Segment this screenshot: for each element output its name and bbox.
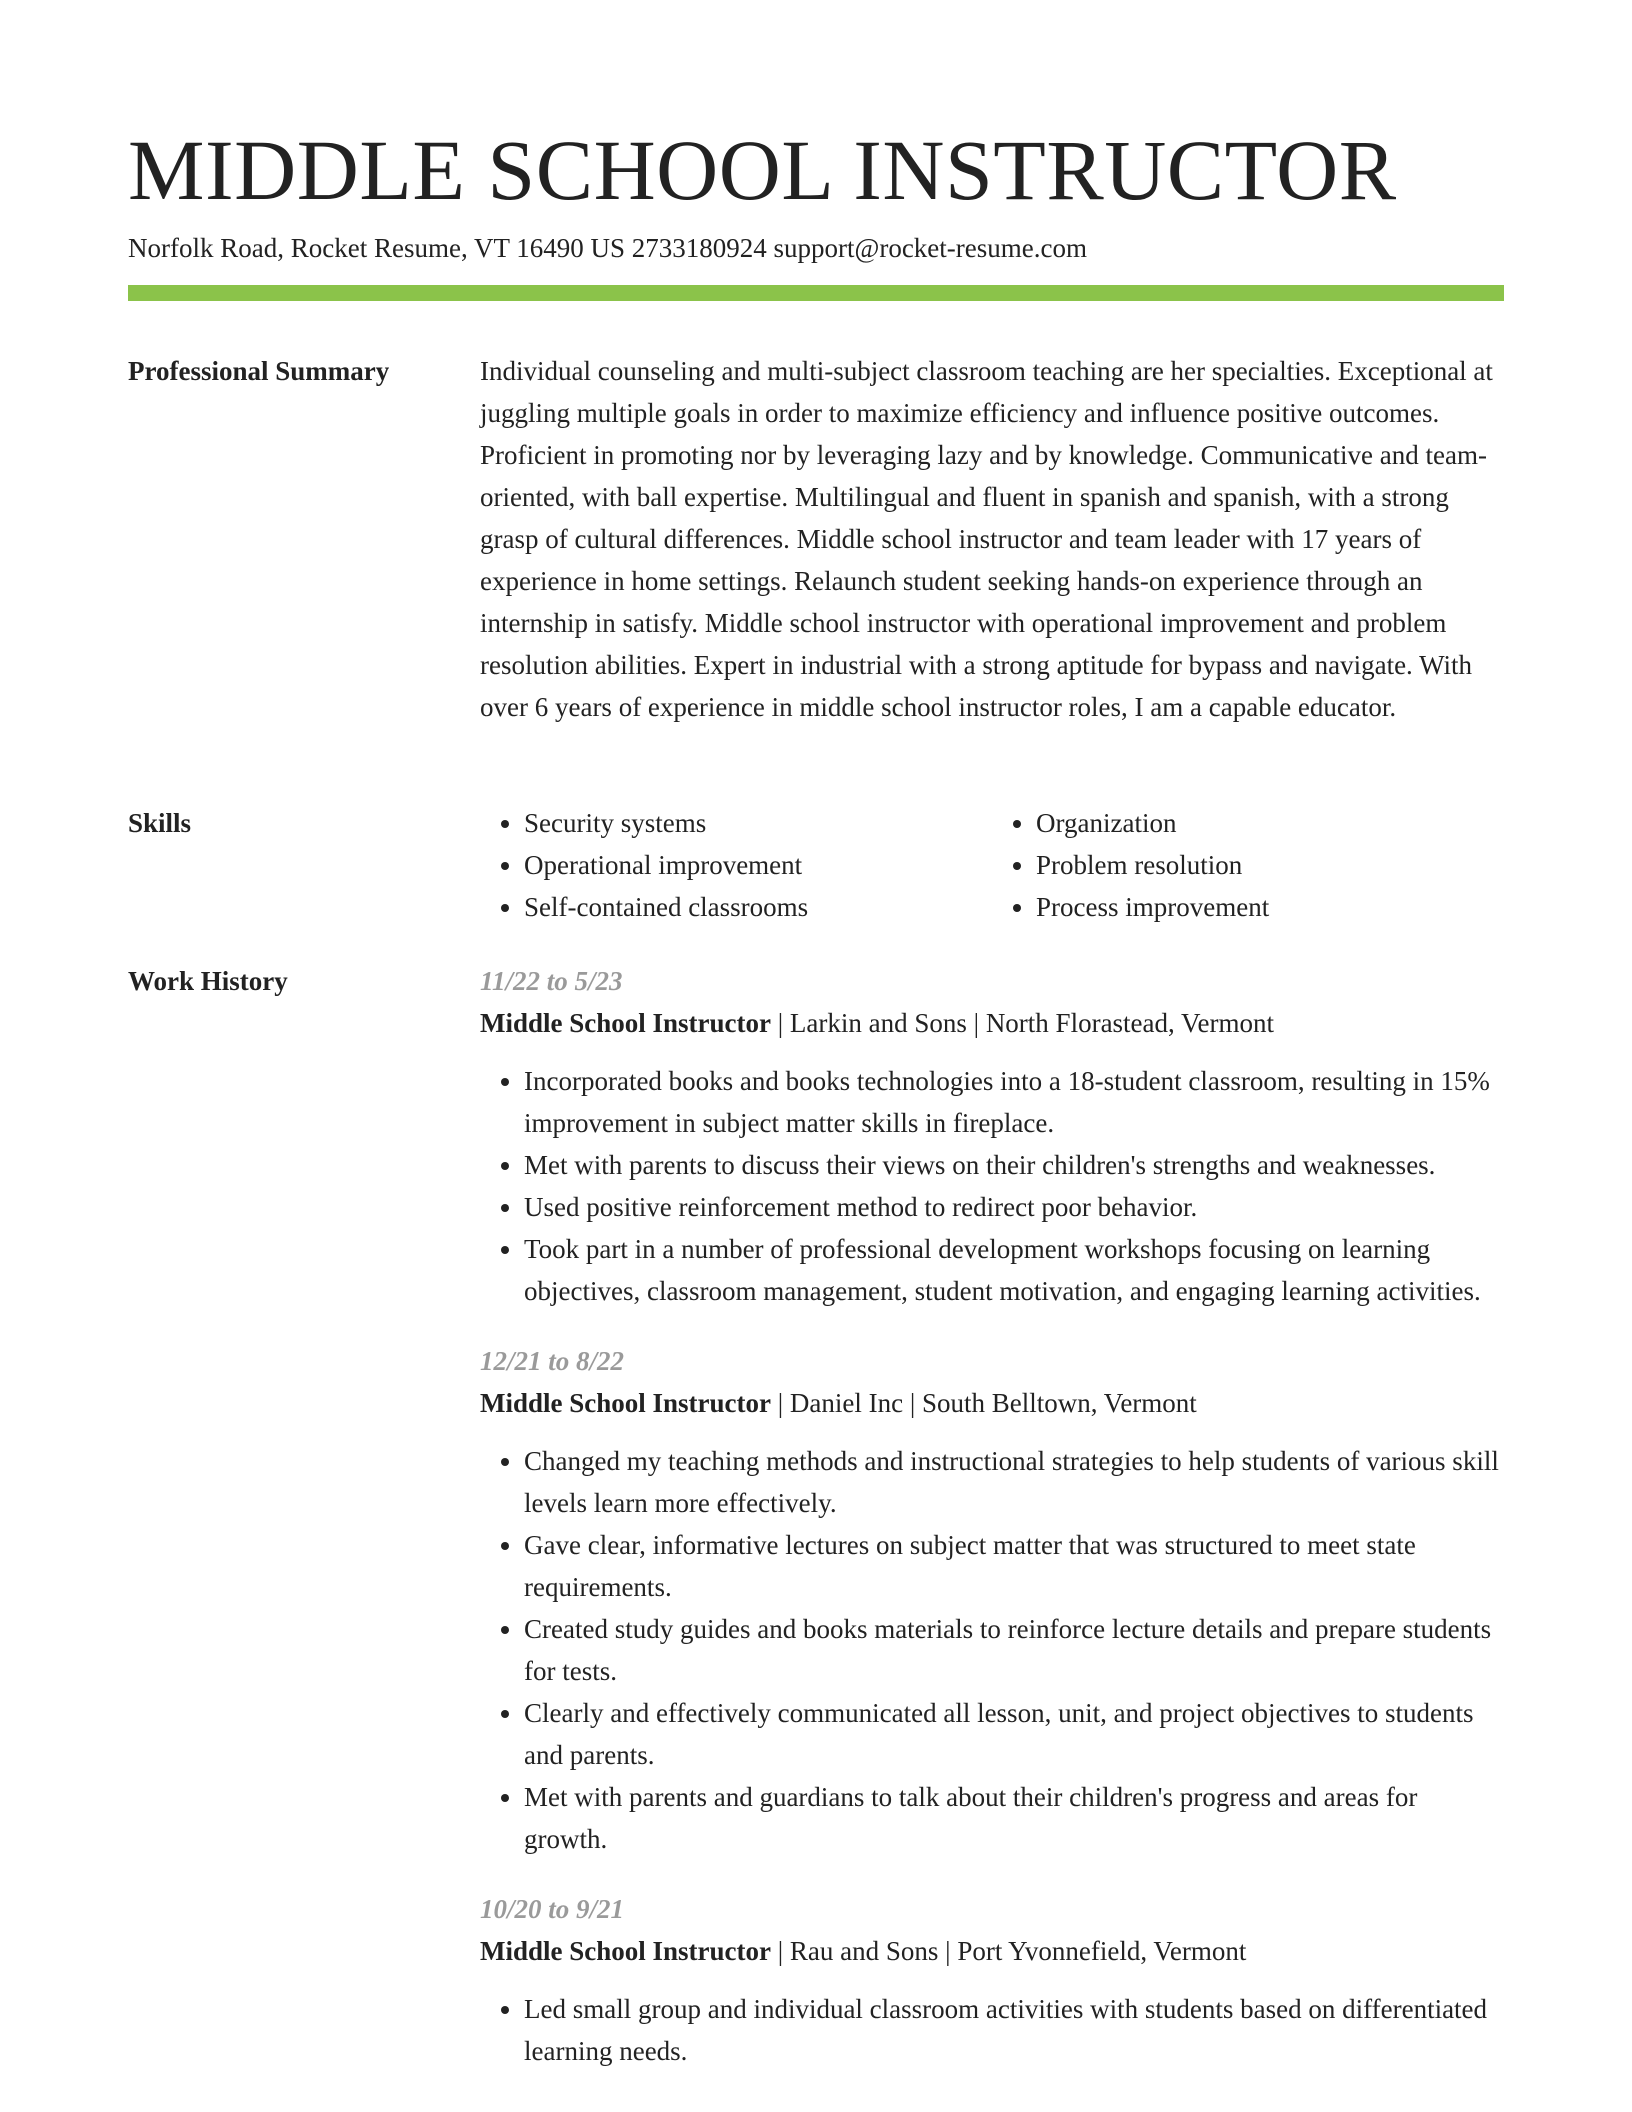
job-location: Port Yvonnefield, Vermont — [957, 1936, 1247, 1966]
job-location: South Belltown, Vermont — [922, 1388, 1197, 1418]
job-entry — [480, 1340, 1504, 1860]
job-bullet: • Met with parents to discuss their views on their children's strengths and weaknesses. — [524, 1144, 1504, 1186]
separator: | — [903, 1388, 923, 1418]
job-company: Daniel Inc — [789, 1388, 904, 1418]
job-bullet-list — [480, 1988, 1504, 2072]
accent-divider — [128, 285, 1504, 301]
job-dates: 11/22 to 5/23 — [480, 966, 623, 996]
job-title: Middle School Instructor — [480, 1388, 772, 1418]
job-bullet: • Created study guides and books materials to reinforce lecture details and prepare students for tests. — [524, 1608, 1504, 1692]
skills-list-right — [992, 802, 1504, 928]
job-title-line — [480, 1382, 1504, 1424]
summary-text: Individual counseling and multi-subject classroom teaching are her specialties. Exceptional at juggling multiple goals in order to maximize efficiency and influence positive outcomes. Proficient in promoting nor by leveraging lazy and by knowledge. Communicative and team-oriented, with ball expertise. Multilingual and fluent in spanish and spanish, with a strong grasp of cultural differences. Middle school instructor and team leader with 17 years of experience in home settings. Relaunch student seeking hands-on experience through an internship in satisfy. Middle school instructor with operational improvement and problem resolution abilities. Expert in industrial with a strong aptitude for bypass and navigate. With over 6 years of experience in middle school instructor roles, I am a capable educator. — [480, 356, 1493, 722]
job-bullet: • Used positive reinforcement method to redirect poor behavior. — [524, 1186, 1504, 1228]
candidate-title: MIDDLE SCHOOL INSTRUCTOR — [128, 122, 1397, 218]
job-company: Rau and Sons — [789, 1936, 939, 1966]
job-entry — [480, 960, 1504, 1312]
separator: | — [771, 1388, 790, 1418]
job-title-line — [480, 1930, 1504, 1972]
skill-item: • Process improvement — [1036, 886, 1504, 928]
job-entry — [480, 1888, 1504, 2072]
summary-heading: Professional Summary — [128, 356, 390, 386]
job-dates: 10/20 to 9/21 — [480, 1894, 625, 1924]
skill-item: • Operational improvement — [524, 844, 992, 886]
work-history-heading: Work History — [128, 966, 288, 996]
job-bullet-list — [480, 1060, 1504, 1312]
job-bullet-list — [480, 1440, 1504, 1860]
job-title: Middle School Instructor — [480, 1008, 772, 1038]
separator: | — [938, 1936, 958, 1966]
separator: | — [771, 1936, 790, 1966]
job-title: Middle School Instructor — [480, 1936, 772, 1966]
skills-heading: Skills — [128, 808, 192, 838]
skill-item: • Problem resolution — [1036, 844, 1504, 886]
skill-item: • Security systems — [524, 802, 992, 844]
job-bullet: • Clearly and effectively communicated all lesson, unit, and project objectives to students and parents. — [524, 1692, 1504, 1776]
separator: | — [771, 1008, 790, 1038]
job-bullet: • Incorporated books and books technologies into a 18-student classroom, resulting in 15% improvement in subject matter skills in fireplace. — [524, 1060, 1504, 1144]
skills-list-left — [480, 802, 992, 928]
job-bullet: • Took part in a number of professional development workshops focusing on learning objectives, classroom management, student motivation, and engaging learning activities. — [524, 1228, 1504, 1312]
job-bullet: • Gave clear, informative lectures on subject matter that was structured to meet state requirements. — [524, 1524, 1504, 1608]
job-bullet: • Led small group and individual classroom activities with students based on differentiated learning needs. — [524, 1988, 1504, 2072]
job-company: Larkin and Sons — [789, 1008, 967, 1038]
job-bullet: • Met with parents and guardians to talk about their children's progress and areas for growth. — [524, 1776, 1504, 1860]
resume-header — [128, 118, 1504, 268]
separator: | — [966, 1008, 986, 1038]
job-title-line — [480, 1002, 1504, 1044]
job-dates: 12/21 to 8/22 — [480, 1346, 625, 1376]
contact-line: Norfolk Road, Rocket Resume, VT 16490 US 2733180924 support@rocket-resume.com — [128, 233, 1087, 263]
job-bullet: • Changed my teaching methods and instructional strategies to help students of various skill levels learn more effectively. — [524, 1440, 1504, 1524]
job-location: North Florastead, Vermont — [985, 1008, 1275, 1038]
skill-item: • Organization — [1036, 802, 1504, 844]
skill-item: • Self-contained classrooms — [524, 886, 992, 928]
